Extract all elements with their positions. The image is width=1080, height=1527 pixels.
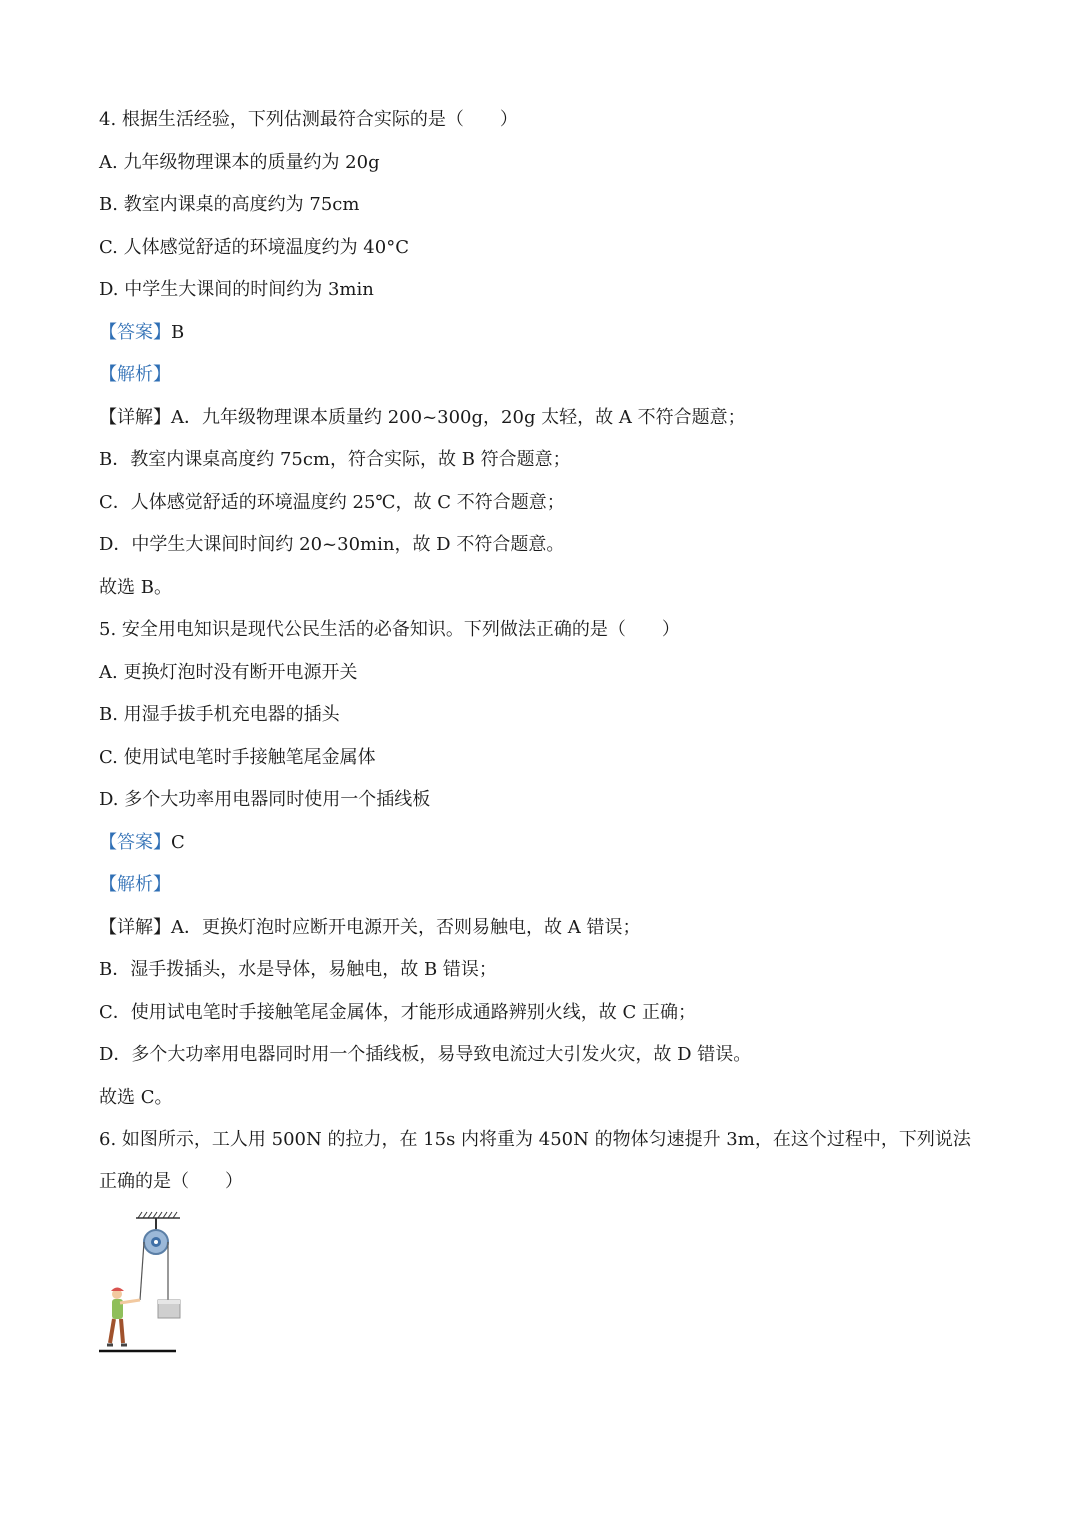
answer-tag: 【答案】 xyxy=(99,832,171,853)
q4-detail-b: B．教室内课桌高度约 75cm，符合实际，故 B 符合题意； xyxy=(99,449,571,470)
q4-analysis-tag: 【解析】 xyxy=(99,364,171,385)
q4-detail-a xyxy=(99,406,746,430)
answer-tag: 【答案】 xyxy=(99,322,171,343)
q5-option-d: D. 多个大功率用电器同时使用一个插线板 xyxy=(99,789,431,810)
q4-option-d: D. 中学生大课间的时间约为 3min xyxy=(99,279,374,300)
q4-detail-d: D．中学生大课间时间约 20~30min，故 D 不符合题意。 xyxy=(99,534,565,555)
q5-option-b: B. 用湿手拔手机充电器的插头 xyxy=(99,704,340,725)
q5-conclusion: 故选 C。 xyxy=(99,1087,173,1108)
pulley-figure xyxy=(96,1208,186,1368)
q5-detail-b: B．湿手拨插头，水是导体，易触电，故 B 错误； xyxy=(99,959,497,980)
q4-detail-c: C．人体感觉舒适的环境温度约 25℃，故 C 不符合题意； xyxy=(99,492,565,513)
q6-stem-line2: 正确的是（ ） xyxy=(99,1171,243,1192)
answer-value: C xyxy=(171,832,185,853)
detail-tag: 【详解】 xyxy=(99,407,171,428)
q4-option-a: A. 九年级物理课本的质量约为 20g xyxy=(99,152,380,173)
q5-stem: 5. 安全用电知识是现代公民生活的必备知识。下列做法正确的是（ ） xyxy=(99,619,680,640)
detail-text: A．更换灯泡时应断开电源开关，否则易触电，故 A 错误； xyxy=(171,917,641,938)
q6-stem-line1: 6. 如图所示，工人用 500N 的拉力，在 15s 内将重为 450N 的物体匀速提升 3m，在这个过程中，下列说法 xyxy=(99,1129,971,1150)
pulley-worker-illustration xyxy=(96,1208,186,1368)
q4-option-b: B. 教室内课桌的高度约为 75cm xyxy=(99,194,360,215)
q5-detail-a xyxy=(99,916,640,940)
q4-stem: 4. 根据生活经验，下列估测最符合实际的是（ ） xyxy=(99,109,518,130)
q5-analysis-tag: 【解析】 xyxy=(99,874,171,895)
detail-tag: 【详解】 xyxy=(99,917,171,938)
q5-answer xyxy=(99,831,185,855)
detail-text: A．九年级物理课本质量约 200~300g，20g 太轻，故 A 不符合题意； xyxy=(171,407,746,428)
q5-option-a: A. 更换灯泡时没有断开电源开关 xyxy=(99,662,358,683)
q4-option-c: C. 人体感觉舒适的环境温度约为 40°C xyxy=(99,237,409,258)
q5-option-c: C. 使用试电笔时手接触笔尾金属体 xyxy=(99,747,376,768)
q4-conclusion: 故选 B。 xyxy=(99,577,172,598)
answer-value: B xyxy=(171,322,185,343)
q5-detail-d: D．多个大功率用电器同时用一个插线板，易导致电流过大引发火灾，故 D 错误。 xyxy=(99,1044,752,1065)
q5-detail-c: C．使用试电笔时手接触笔尾金属体，才能形成通路辨别火线，故 C 正确； xyxy=(99,1002,696,1023)
q4-answer xyxy=(99,321,184,345)
